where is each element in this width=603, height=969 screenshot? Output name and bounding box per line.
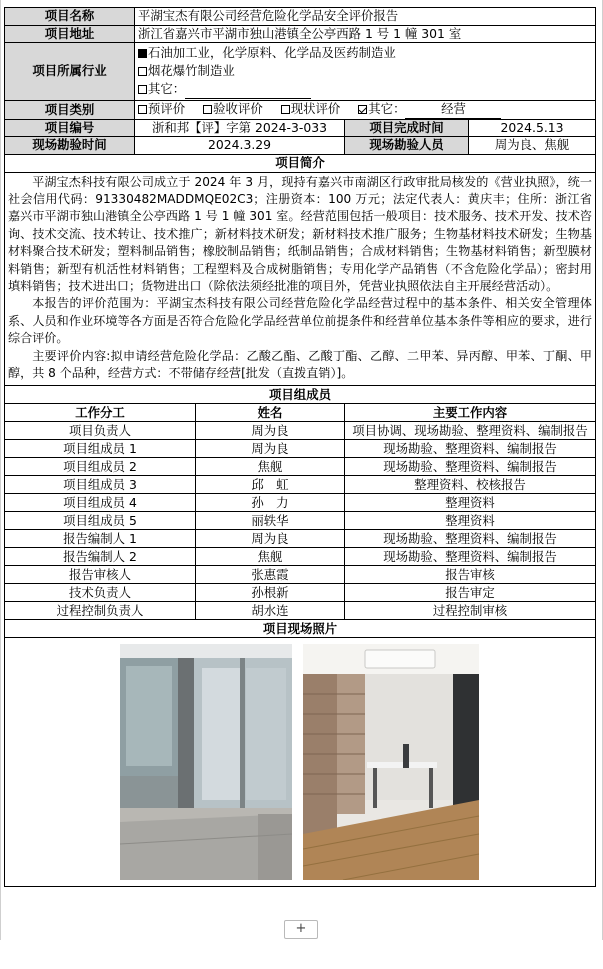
team-row: [5, 476, 596, 494]
row-project-code: [5, 119, 596, 137]
team-role: 报告编制人 1: [5, 530, 196, 548]
team-role: 项目组成员 1: [5, 440, 196, 458]
photo-title: 项目现场照片: [5, 620, 596, 638]
industry-option-1: 石油加工业，化学原料、化学品及医药制造业: [138, 44, 592, 62]
team-header-row: [5, 404, 596, 422]
row-industry: [5, 43, 596, 101]
team-member-name: 孙根新: [196, 584, 345, 602]
row-project-name: [5, 8, 596, 26]
row-project-type: [5, 101, 596, 120]
team-work: 现场勘验、整理资料、编制报告: [345, 458, 596, 476]
team-title: 项目组成员: [5, 386, 596, 404]
team-row: [5, 566, 596, 584]
project-name-value: 平湖宝杰有限公司经营危险化学品安全评价报告: [135, 8, 596, 26]
complete-time-label: 项目完成时间: [345, 119, 469, 137]
team-header-role: 工作分工: [5, 404, 196, 422]
team-work: 整理资料、校核报告: [345, 476, 596, 494]
industry-options: [135, 43, 596, 101]
bottom-bar: [0, 940, 603, 969]
site-photo-storefront: [120, 644, 292, 880]
team-row: [5, 440, 596, 458]
checkbox-empty-icon: [138, 85, 147, 94]
checkbox-checked-icon: [138, 49, 147, 58]
project-address-label: 项目地址: [5, 25, 135, 43]
team-row: [5, 602, 596, 620]
team-member-name: 焦舰: [196, 458, 345, 476]
row-photo-title: [5, 620, 596, 638]
page-edge-left: [0, 0, 1, 940]
team-member-name: 邱 虹: [196, 476, 345, 494]
survey-time-value: 2024.3.29: [135, 137, 345, 155]
team-work: 项目协调、现场勘验、整理资料、编制报告: [345, 422, 596, 440]
photo-cell: [5, 638, 596, 887]
team-work: 整理资料: [345, 494, 596, 512]
project-code-label: 项目编号: [5, 119, 135, 137]
team-row: [5, 548, 596, 566]
team-member-name: 焦舰: [196, 548, 345, 566]
survey-staff-value: 周为良、焦舰: [469, 137, 596, 155]
team-row: [5, 494, 596, 512]
team-member-name: 周为良: [196, 422, 345, 440]
team-role: 项目组成员 5: [5, 512, 196, 530]
team-row: [5, 422, 596, 440]
team-role: 项目组成员 2: [5, 458, 196, 476]
team-header-name: 姓名: [196, 404, 345, 422]
intro-paragraph-3: 主要评价内容:拟申请经营危险化学品：乙酸乙酯、乙酸丁酯、乙醇、二甲苯、异丙醇、甲苯、丁酮、甲醇，共 8 个品种，经营方式：不带储存经营[批发（直拨直销）]。: [8, 348, 593, 380]
survey-staff-label: 现场勘验人员: [345, 137, 469, 155]
team-member-name: 周为良: [196, 440, 345, 458]
project-address-value: 浙江省嘉兴市平湖市独山港镇全公亭西路 1 号 1 幢 301 室: [135, 25, 596, 43]
team-work: 现场勘验、整理资料、编制报告: [345, 440, 596, 458]
checkbox-checked-icon: [358, 105, 367, 114]
industry-other-blank: [185, 80, 311, 99]
checkbox-empty-icon: [138, 105, 147, 114]
checkbox-empty-icon: [281, 105, 290, 114]
complete-time-value: 2024.5.13: [469, 119, 596, 137]
team-row: [5, 512, 596, 530]
row-intro-title: [5, 154, 596, 172]
industry-option-2: 烟花爆竹制造业: [138, 62, 592, 80]
row-project-address: [5, 25, 596, 43]
team-role: 项目负责人: [5, 422, 196, 440]
team-row: [5, 458, 596, 476]
team-work: 报告审核: [345, 566, 596, 584]
checkbox-empty-icon: [138, 67, 147, 76]
intro-title: 项目简介: [5, 154, 596, 172]
team-member-name: 胡水连: [196, 602, 345, 620]
team-work: 过程控制审核: [345, 602, 596, 620]
team-work: 报告审定: [345, 584, 596, 602]
site-photo-office: [303, 644, 479, 880]
team-rows: [5, 422, 596, 620]
checkbox-empty-icon: [203, 105, 212, 114]
industry-option-3: 其它：: [138, 80, 592, 99]
row-intro-body: [5, 172, 596, 386]
team-work: 现场勘验、整理资料、编制报告: [345, 548, 596, 566]
project-type-options: 预评价 验收评价 现状评价 其它： 经营: [135, 101, 596, 120]
team-member-name: 丽轶华: [196, 512, 345, 530]
project-code-value: 浙和邦【评】字第 2024-3-033: [135, 119, 345, 137]
row-survey: [5, 137, 596, 155]
project-type-label: 项目类别: [5, 101, 135, 120]
team-work: 整理资料: [345, 512, 596, 530]
team-row: [5, 530, 596, 548]
add-page-button[interactable]: +: [284, 920, 318, 939]
team-role: 报告审核人: [5, 566, 196, 584]
team-row: [5, 584, 596, 602]
team-role: 项目组成员 3: [5, 476, 196, 494]
team-role: 报告编制人 2: [5, 548, 196, 566]
row-photos: [5, 638, 596, 887]
intro-body: [5, 172, 596, 386]
team-member-name: 孙 力: [196, 494, 345, 512]
team-role: 项目组成员 4: [5, 494, 196, 512]
team-member-name: 周为良: [196, 530, 345, 548]
team-work: 现场勘验、整理资料、编制报告: [345, 530, 596, 548]
row-team-title: [5, 386, 596, 404]
team-member-name: 张惠霞: [196, 566, 345, 584]
team-role: 技术负责人: [5, 584, 196, 602]
intro-paragraph-2: 本报告的评价范围为：平湖宝杰科技有限公司经营危险化学品经营过程中的基本条件、相关安全管理体系、人员和作业环境等各方面是否符合危险化学品经营单位前提条件和经营单位基本条件等相应的要求，进行综合评价。: [8, 296, 593, 346]
project-name-label: 项目名称: [5, 8, 135, 26]
project-type-other-value: 经营: [405, 101, 501, 119]
intro-paragraph-1: 平湖宝杰科技有限公司成立于 2024 年 3 月，现持有嘉兴市南湖区行政审批局核发的《营业执照》，统一社会信用代码：91330482MADDMQE02C3；注册资本：100 万元；法定代表人：黄庆丰；住所：浙江省嘉兴市平湖市独山港镇全公亭西路 1 号 1 幢 301 室。经营范围包括一般项目：技术服务、技术开发、技术咨询、技术交流、技术转让、技术推广；新材料技术研发；新材料技术推广服务；生物基材料技术研发；生物基材料聚合技术研发；塑料制品销售；橡胶制品销售；纸制品销售；合成材料销售；生物基材料销售；新型膜材料销售；新型有机活性材料销售；工程塑料及合成树脂销售；专用化学产品销售（不含危险化学品）；密封用填料销售；技术进出口；货物进出口（除依法须经批准的项目外，凭营业执照依法自主开展经营活动）。: [8, 174, 593, 293]
team-role: 过程控制负责人: [5, 602, 196, 620]
industry-label: 项目所属行业: [5, 43, 135, 101]
team-header-work: 主要工作内容: [345, 404, 596, 422]
survey-time-label: 现场勘验时间: [5, 137, 135, 155]
project-info-table: [4, 7, 596, 887]
